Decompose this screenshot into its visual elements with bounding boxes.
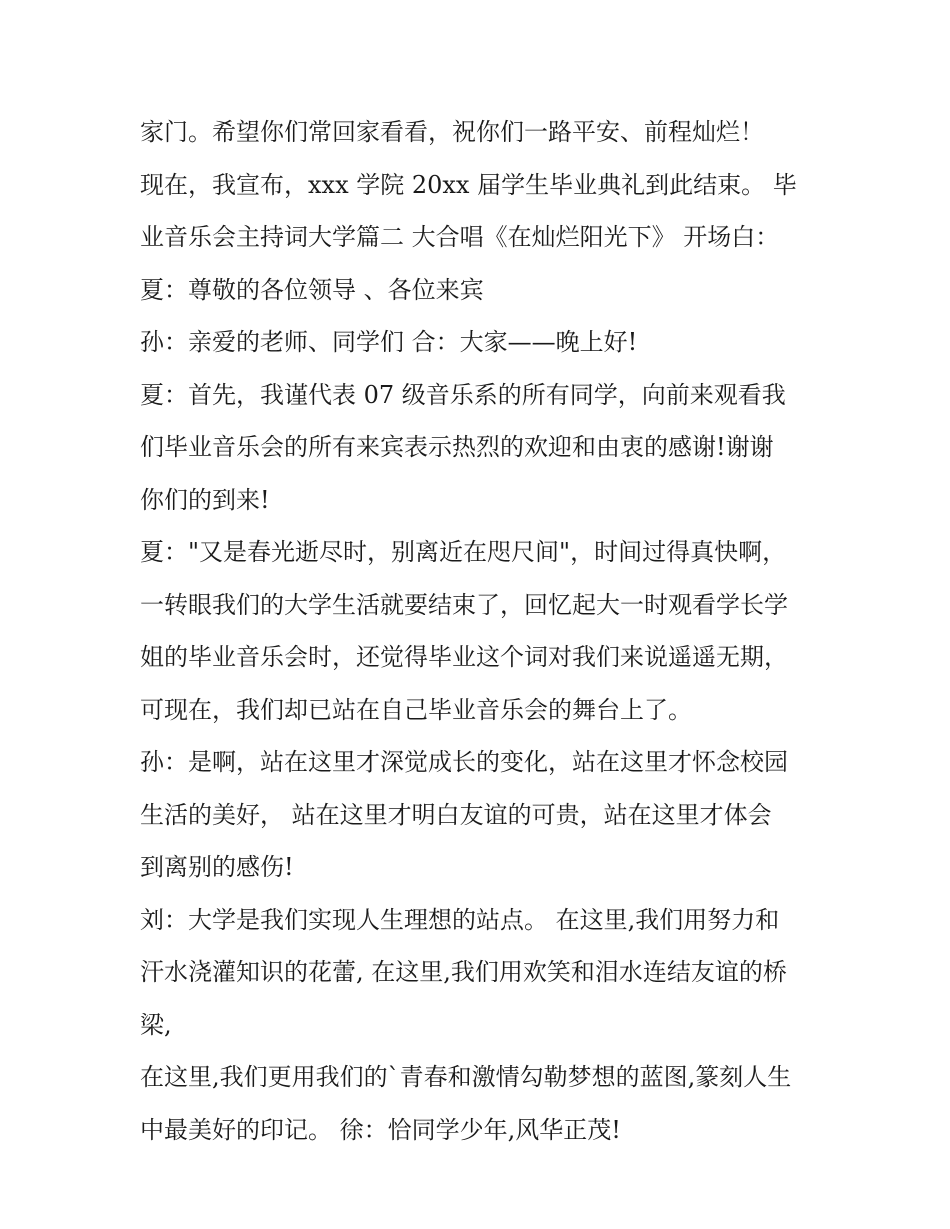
text-line-18: 梁, xyxy=(140,1010,172,1039)
text-line-10: 一转眼我们的大学生活就要结束了，回忆起大一时观看学长学 xyxy=(140,590,788,619)
text-line-3: 业音乐会主持词大学篇二 大合唱《在灿烂阳光下》 开场白： xyxy=(140,223,780,251)
text-line-7: 们毕业音乐会的所有来宾表示热烈的欢迎和由衷的感谢!谢谢 xyxy=(140,433,774,461)
text-line-14: 生活的美好， 站在这里才明白友谊的可贵，站在这里才体会 xyxy=(140,800,772,829)
text-line-1: 家门。希望你们常回家看看，祝你们一路平安、前程灿烂！ xyxy=(140,118,764,146)
text-line-4: 夏：尊敬的各位领导 、各位来宾 xyxy=(140,275,484,304)
text-line-2: 现在，我宣布，xxx 学院 20xx 届学生毕业典礼到此结束。 毕 xyxy=(140,170,797,199)
document-body xyxy=(140,106,820,1156)
text-line-20: 中最美好的印记。 徐：恰同学少年,风华正茂! xyxy=(140,1115,621,1144)
text-line-15: 到离别的感伤! xyxy=(140,853,294,881)
text-line-16: 刘：大学是我们实现人生理想的站点。 在这里,我们用努力和 xyxy=(140,905,780,934)
text-line-17: 汗水浇灌知识的花蕾, 在这里,我们用欢笑和泪水连结友谊的桥 xyxy=(140,958,787,986)
text-line-8: 你们的到来! xyxy=(140,485,270,514)
text-line-12: 可现在，我们却已站在自己毕业音乐会的舞台上了。 xyxy=(140,695,692,724)
text-line-19: 在这里,我们更用我们的`青春和激情勾勒梦想的蓝图,篆刻人生 xyxy=(140,1063,792,1091)
text-line-5: 孙：亲爱的老师、同学们 合：大家——晚上好! xyxy=(140,328,638,356)
text-line-13: 孙：是啊，站在这里才深觉成长的变化，站在这里才怀念校园 xyxy=(140,748,788,776)
text-line-9: 夏："又是春光逝尽时，别离近在咫尺间"，时间过得真快啊， xyxy=(140,538,787,566)
text-line-11: 姐的毕业音乐会时，还觉得毕业这个词对我们来说遥遥无期， xyxy=(140,643,788,671)
text-line-6: 夏：首先，我谨代表 07 级音乐系的所有同学，向前来观看我 xyxy=(140,380,786,409)
